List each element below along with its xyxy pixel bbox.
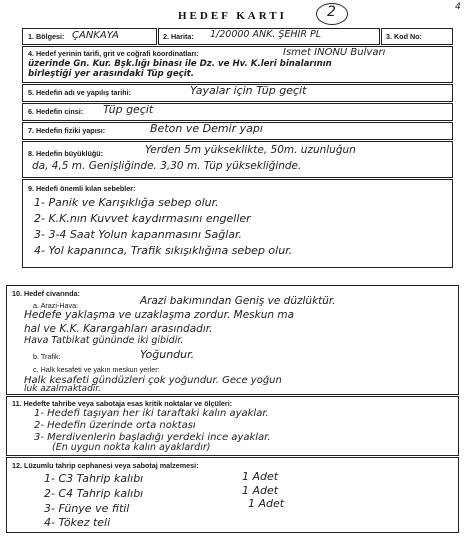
- reason-item: 4- Yol kapanınca, Trafik sıkışıklığına sebep olur.: [34, 244, 293, 257]
- terrain-line: Arazi bakımından Geniş ve düzlüktür.: [140, 295, 336, 307]
- terrain-line: Hava Tatbikat gününde iki gibidir.: [24, 335, 184, 346]
- surroundings-label: 10. Hedef civarında:: [12, 289, 80, 298]
- location-line-2: üzerinde Gn. Kur. Bşk.lığı binası ile Dz. ve Hv. K.leri binalarının: [28, 59, 332, 69]
- critical-points-label: 11. Hedefte tahribe veya sabotaja esas kritik noktalar ve ölçüleri:: [12, 399, 233, 408]
- reason-item: 1- Panik ve Karışıklığa sebep olur.: [34, 196, 219, 209]
- card-number: 2: [327, 4, 336, 20]
- material-name: 3- Fünye ve fitil: [44, 502, 130, 515]
- location-label: 4. Hedef yerinin tarifi, grit ve coğrafi koordinatları:: [28, 49, 199, 58]
- material-qty: 1 Adet: [242, 484, 279, 497]
- type-box: [22, 103, 453, 121]
- terrain-line: hal ve K.K. Karargahları arasındadır.: [24, 323, 213, 335]
- traffic-label: b. Trafik:: [33, 352, 61, 361]
- terrain-line: Hedefe yaklaşma ve uzaklaşma zordur. Meskun ma: [24, 309, 295, 321]
- size-label: 8. Hedefin büyüklüğü:: [28, 149, 104, 158]
- region-value: ÇANKAYA: [72, 30, 119, 41]
- region-label: 1. Bölgesi:: [28, 32, 65, 41]
- terrain-weather-label: a. Arazi-Hava:: [33, 301, 79, 310]
- name-date-label: 5. Hedefin adı ve yapılış tarihi:: [28, 88, 132, 97]
- structure-value: Beton ve Demir yapı: [150, 122, 263, 135]
- size-line-1: Yerden 5m yükseklikte, 50m. uzunluğun: [145, 144, 356, 156]
- population-line-1: Halk kesafeti gündüzleri çok yoğundur. Gece yoğun: [24, 375, 282, 386]
- structure-label: 7. Hedefin fiziki yapısı:: [28, 126, 106, 135]
- population-label: c. Halk kesafeti ve yakın meskun yerler:: [33, 365, 160, 374]
- name-date-value: Yayalar için Tüp geçit: [190, 84, 307, 97]
- critical-point: 3- Merdivenlerin başladığı yerdeki ince ayaklar.: [34, 432, 271, 443]
- reason-item: 2- K.K.nın Kuvvet kaydırmasını engeller: [34, 212, 251, 225]
- card-title: HEDEF KARTI: [178, 10, 287, 22]
- critical-point-note: (En uygun nokta kalın ayaklardır): [52, 442, 211, 453]
- population-line-2: luk azalmaktadır.: [24, 384, 102, 394]
- size-line-2: da, 4,5 m. Genişliğinde. 3,30 m. Tüp yüksekliğinde.: [32, 160, 302, 172]
- traffic-value: Yoğundur.: [140, 348, 195, 361]
- location-line-1: İsmet İNÖNÜ Bulvarı: [283, 47, 386, 58]
- material-name: 4- Tökez teli: [44, 516, 111, 529]
- type-label: 6. Hedefin cinsi:: [28, 107, 84, 116]
- material-name: 1- C3 Tahrip kalıbı: [44, 472, 144, 485]
- material-qty: 1 Adet: [248, 497, 285, 510]
- material-name: 2- C4 Tahrip kalıbı: [44, 487, 144, 500]
- critical-point: 2- Hedefin üzerinde orta noktası: [34, 420, 196, 431]
- code-label: 3. Kod No:: [386, 32, 422, 41]
- corner-mark: 4: [455, 2, 461, 12]
- type-value: Tüp geçit: [103, 103, 154, 116]
- critical-point: 1- Hedefi taşıyan her iki taraftaki kalın ayaklar.: [34, 408, 269, 419]
- material-qty: 1 Adet: [242, 470, 279, 483]
- location-line-3: birleştiği yer arasındaki Tüp geçit.: [28, 69, 195, 79]
- map-label: 2. Harita:: [163, 32, 194, 41]
- materials-label: 12. Lüzumlu tahrip cephanesi veya sabotaj malzemesi:: [12, 461, 199, 470]
- reason-item: 3- 3-4 Saat Yolun kapanmasını Sağlar.: [34, 228, 243, 241]
- reasons-label: 9. Hedefi önemli kılan sebebler:: [28, 184, 136, 193]
- map-value: 1/20000 ANK. ŞEHİR PL: [210, 29, 321, 40]
